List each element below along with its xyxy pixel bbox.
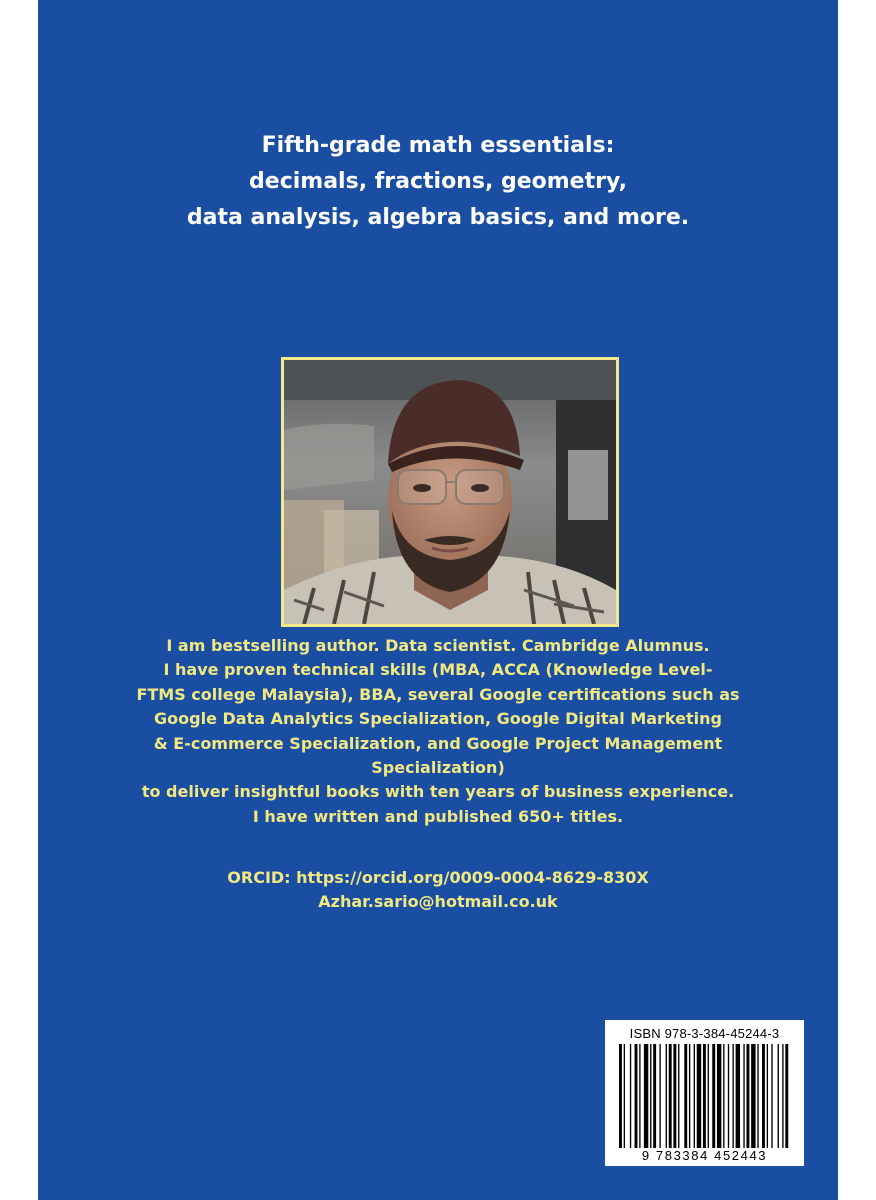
barcode-bar: [650, 1044, 651, 1148]
bio-line: to deliver insightful books with ten years of business experience.: [141, 782, 735, 802]
barcode-bar: [669, 1044, 672, 1148]
barcode-bar: [751, 1044, 755, 1148]
barcode-bar: [746, 1044, 749, 1148]
barcode-bar: [653, 1044, 656, 1148]
barcode-bar: [630, 1044, 631, 1148]
email-address: Azhar.sario@hotmail.co.uk: [318, 892, 558, 912]
barcode-bar: [697, 1044, 701, 1148]
barcode-bar: [619, 1044, 622, 1148]
bio-line: Google Data Analytics Specialization, Google Digital Marketing: [154, 709, 722, 729]
barcode-bar: [708, 1044, 709, 1148]
isbn-barcode: [605, 1020, 804, 1166]
barcode-bar: [684, 1044, 687, 1148]
cover-headline: [38, 128, 838, 236]
barcode-bar: [703, 1044, 706, 1148]
barcode-bar: [736, 1044, 740, 1148]
barcode-bar: [644, 1044, 648, 1148]
barcode-bar: [767, 1044, 768, 1148]
barcode-bar: [778, 1044, 779, 1148]
barcode-bar: [673, 1044, 676, 1148]
barcode-bar: [694, 1044, 695, 1148]
bio-line: I have proven technical skills (MBA, ACCA (Knowledge Level-: [163, 660, 713, 680]
barcode-bar: [717, 1044, 721, 1148]
headline-line: decimals, fractions, geometry,: [249, 169, 627, 194]
bio-line: & E-commerce Specialization, and Google Project Management: [153, 733, 723, 753]
barcode-bar: [689, 1044, 690, 1148]
author-portrait-image: [284, 360, 616, 624]
bio-line: I have written and published 650+ titles.: [252, 806, 624, 826]
barcode-bars: [619, 1044, 790, 1148]
bio-line: FTMS college Malaysia), BBA, several Google certifications such as: [136, 684, 740, 704]
author-contact: [38, 866, 838, 915]
author-bio: [38, 634, 838, 829]
barcode-bar: [723, 1044, 724, 1148]
barcode-bar: [639, 1044, 640, 1148]
barcode-bar: [785, 1044, 788, 1148]
isbn-label: ISBN 978-3-384-45244-3: [629, 1026, 780, 1041]
barcode-bar: [771, 1044, 772, 1148]
headline-line: data analysis, algebra basics, and more.: [186, 205, 690, 230]
ean-digits: 9 783384 452443: [641, 1148, 768, 1163]
barcode-bar: [635, 1044, 638, 1148]
barcode-bar: [743, 1044, 744, 1148]
barcode-bar: [712, 1044, 715, 1148]
barcode-bar: [659, 1044, 660, 1148]
barcode-bar: [678, 1044, 679, 1148]
barcode-bar: [762, 1044, 765, 1148]
bio-line: Specialization): [371, 758, 505, 778]
bio-line: I am bestselling author. Data scientist. Cambridge Alumnus.: [166, 636, 710, 655]
barcode-bar: [757, 1044, 758, 1148]
barcode-bar: [728, 1044, 729, 1148]
barcode-bar: [782, 1044, 783, 1148]
barcode-bar: [666, 1044, 667, 1148]
book-back-cover: [38, 0, 838, 1200]
headline-line: Fifth-grade math essentials:: [261, 133, 615, 158]
barcode-bar: [732, 1044, 733, 1148]
barcode-bar: [624, 1044, 625, 1148]
orcid-link: ORCID: https://orcid.org/0009-0004-8629-830X: [227, 868, 649, 887]
author-photo: [281, 357, 619, 627]
